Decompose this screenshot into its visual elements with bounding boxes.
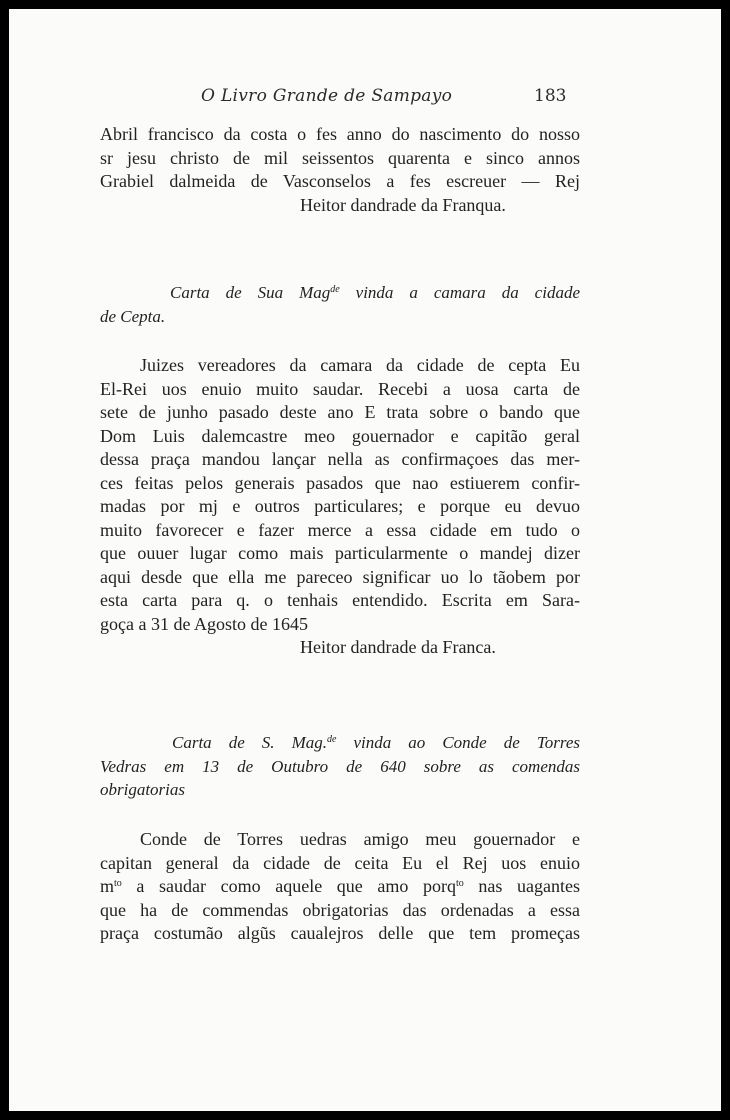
heading-line	[100, 731, 580, 755]
running-title: O Livro Grande de Sampayo	[201, 86, 453, 106]
superscript: de	[327, 734, 337, 745]
text-line: goça a 31 de Agosto de 1645	[100, 613, 308, 634]
text-line: sete de junho pasado deste ano E trata sobre o bando que	[100, 402, 580, 422]
document-page	[9, 9, 721, 1111]
text-line: madas por mj e outros particulares; e porque eu devuo	[100, 496, 580, 516]
running-head	[9, 86, 721, 112]
letter-heading-torres-vedras	[100, 731, 580, 802]
heading-text: vinda a camara da cidade	[339, 283, 580, 302]
superscript: to	[456, 878, 464, 889]
signature-line: Heitor dandrade da Franca.	[300, 637, 496, 657]
text-line: esta carta para q. o tenhais entendido. Escrita em Sara-	[100, 590, 580, 610]
heading-line: de Cepta.	[100, 306, 166, 326]
text-line: aqui desde que ella me pareceo significar uo lo tãobem por	[100, 566, 580, 587]
text-line: Dom Luis dalemcastre meo gouernador e capitão geral	[100, 425, 580, 446]
heading-text: Carta de Sua Mag	[170, 283, 331, 302]
letter-body-cepta	[100, 354, 580, 660]
text-line: Conde de Torres uedras amigo meu gouernador e	[140, 829, 580, 849]
page-number: 183	[534, 86, 567, 106]
text-line: que ouuer lugar como mais particularmente o mandej dizer	[100, 543, 580, 563]
heading-line	[100, 281, 580, 305]
superscript: de	[330, 284, 340, 295]
heading-text: vinda ao Conde de Torres	[336, 733, 580, 752]
heading-line: Vedras em 13 de Outubro de 640 sobre as comendas	[100, 756, 580, 776]
paragraph-closing-previous-letter	[100, 123, 580, 217]
text-fragment: nas uagantes	[463, 876, 580, 896]
text-line: muito favorecer e fazer merce a essa cidade em tudo o	[100, 519, 580, 540]
text-fragment: m	[100, 876, 115, 896]
superscript: to	[114, 878, 122, 889]
letter-heading-cepta	[100, 281, 580, 328]
text-line: El-Rei uos enuio muito saudar. Recebi a uosa carta de	[100, 378, 580, 399]
heading-line: obrigatorias	[100, 780, 186, 799]
text-line: ces feitas pelos generais pasados que nao estiuerem confir-	[100, 472, 580, 493]
text-fragment: a saudar como aquele que amo porq	[121, 876, 457, 896]
text-line: Abril francisco da costa o fes anno do nascimento do nosso	[100, 124, 580, 144]
text-line: sr jesu christo de mil seissentos quarenta e sinco annos	[100, 147, 580, 168]
text-line: Juizes vereadores da camara da cidade de cepta Eu	[140, 355, 580, 375]
text-line: capitan general da cidade de ceita Eu el Rej uos enuio	[100, 852, 580, 873]
text-line: praça costumão algũs caualejros delle que tem promeças	[100, 923, 580, 943]
text-line	[100, 875, 580, 899]
heading-text: Carta de S. Mag.	[172, 733, 327, 752]
signature-line: Heitor dandrade da Franqua.	[300, 194, 506, 215]
text-line: Grabiel dalmeida de Vasconselos a fes escreuer — Rej	[100, 171, 580, 191]
text-line: que ha de commendas obrigatorias das ordenadas a essa	[100, 899, 580, 920]
text-line: dessa praça mandou lançar nella as confirmaçoes das mer-	[100, 449, 580, 469]
letter-body-torres-vedras	[100, 828, 580, 946]
